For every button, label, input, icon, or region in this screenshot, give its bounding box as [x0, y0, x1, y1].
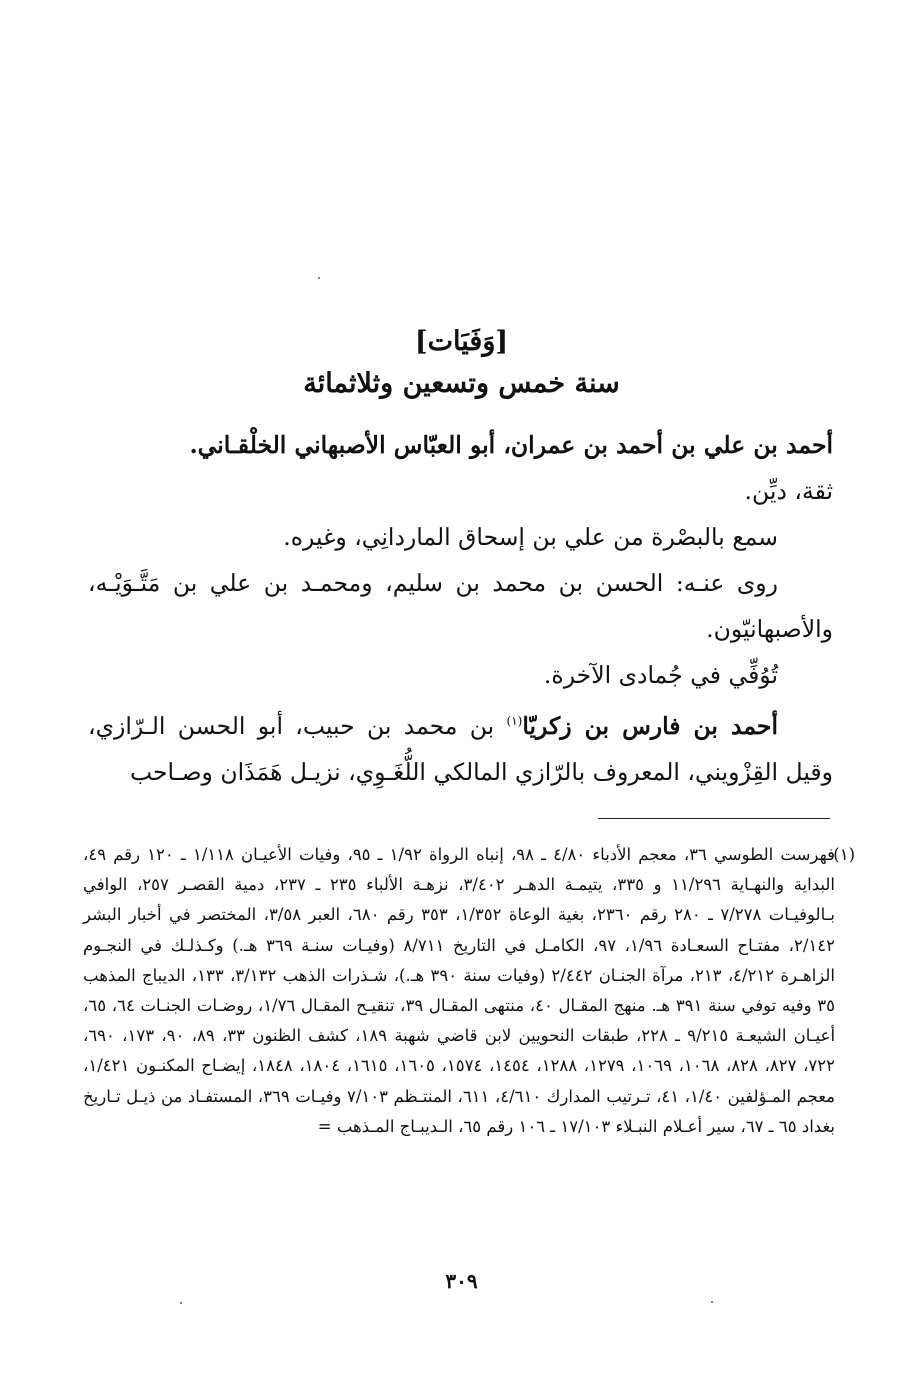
year-heading: سنة خمس وتسعين وثلاثمائة	[303, 368, 620, 399]
main-text	[88, 422, 833, 795]
page-number: ٣٠٩	[445, 1269, 478, 1293]
entry-heard-from: سمع بالبصْرة من علي بن إسحاق الماردانِي، وغيره.	[283, 523, 778, 551]
entry-narrated-by: روى عنـه: الحسن بن محمد بن سليم، ومحمـد بن علي بن مَتَّـوَيْـه، والأصبهانيّون.	[88, 569, 833, 643]
section-heading: [وَفَيَات]	[414, 326, 509, 357]
scan-speck	[318, 277, 320, 279]
scan-speck	[711, 1301, 713, 1303]
entry-name-razi: أحمد بن فارس بن زكريّا	[522, 711, 778, 740]
entry-razi-text: بن محمد بن حبيب، أبو الحسن الـرّازي، وقيل القِزْويني، المعروف بالرّازي المالكي اللُّغَـوِي، نزيـل هَمَذَان وصـاحب	[88, 711, 833, 786]
entry-razi	[88, 698, 833, 795]
footnote-text: فهرست الطوسي ٣٦، معجم الأدباء ٤/٨٠ ـ ٩٨، إنباه الرواة ١/٩٢ ـ ٩٥، وفيات الأعيـان ١/١١٨ ـ ١٢٠ رقم ٤٩، البداية والنهـاية ١١/٢٩٦ و ٣٣٥، يتيمـة الدهـر ٣/٤٠٢، نزهـة الألباء ٢٣٥ ـ ٢٣٧، دمية القصـر ٢٥٧، الوافي بـالوفيـات ٧/٢٧٨ ـ ٢٨٠ رقم ٢٣٦٠، بغية الوعاة ١/٣٥٢، ٣٥٣ رقم ٦٨٠، العبر ٣/٥٨، المختصر في أخبار البشر ٢/١٤٢، مفتـاح السعـادة ١/٩٦، ٩٧، الكامـل في التاريخ ٨/٧١١ (وفيـات سنـة ٣٦٩ هـ.) وكـذلـك في النجـوم الزاهـرة ٤/٢١٢، ٢١٣، مرآة الجنـان ٢/٤٤٢ (وفيات سنة ٣٩٠ هـ.)، شـذرات الذهب ٣/١٣٢، ١٣٣، الديباج المذهب ٣٥ وفيه توفي سنة ٣٩١ هـ. منهج المقـال ٤٠، منتهى المقـال ٣٩، تنقيـح المقـال ١/٧٦، روضـات الجنـات ٦٤، ٦٥، أعيـان الشيعـة ٩/٢١٥ ـ ٢٢٨، طبقات النحويين لابن قاضي شهبة ١٨٩، كشف الظنون ٣٣، ٨٩، ٩٠، ١٧٣، ٦٩٠، ٧٢٢، ٨٢٧، ٨٢٨، ١٠٦٨، ١٠٦٩، ١٢٧٩، ١٢٨٨، ١٤٥٤، ١٥٧٤، ١٦٠٥، ١٦١٥، ١٨٠٤، ١٨٤٨، إيضـاح المكنـون ١/٤٢١، معجم المـؤلفين ١/٤٠، ٤١، تـرتيب المدارك ٤/٦١٠، ٦١١، المنتـظم ٧/١٠٣ وفيـات ٣٦٩، المستفـاد من ذيـل تـاريخ بغداد ٦٥ ـ ٦٧، سير أعـلام النبـلاء ١٧/١٠٣ ـ ١٠٦ رقم ٦٥، الـديبـاج المـذهب =	[83, 845, 836, 1136]
footnote-marker: (١)	[833, 845, 855, 864]
entry-name-khalqani: أحمد بن علي بن أحمد بن عمران، أبو العبّاس الأصبهاني الخلْقـاني.	[189, 431, 833, 459]
entry-death: تُوُفِّي في جُمادى الآخرة.	[543, 661, 778, 689]
footnote-reference: (١)	[506, 714, 523, 728]
scan-speck	[180, 1302, 182, 1304]
footnote-separator	[598, 818, 830, 819]
entry-trust: ثقة، ديِّن.	[744, 477, 833, 505]
footnote	[83, 840, 855, 1142]
